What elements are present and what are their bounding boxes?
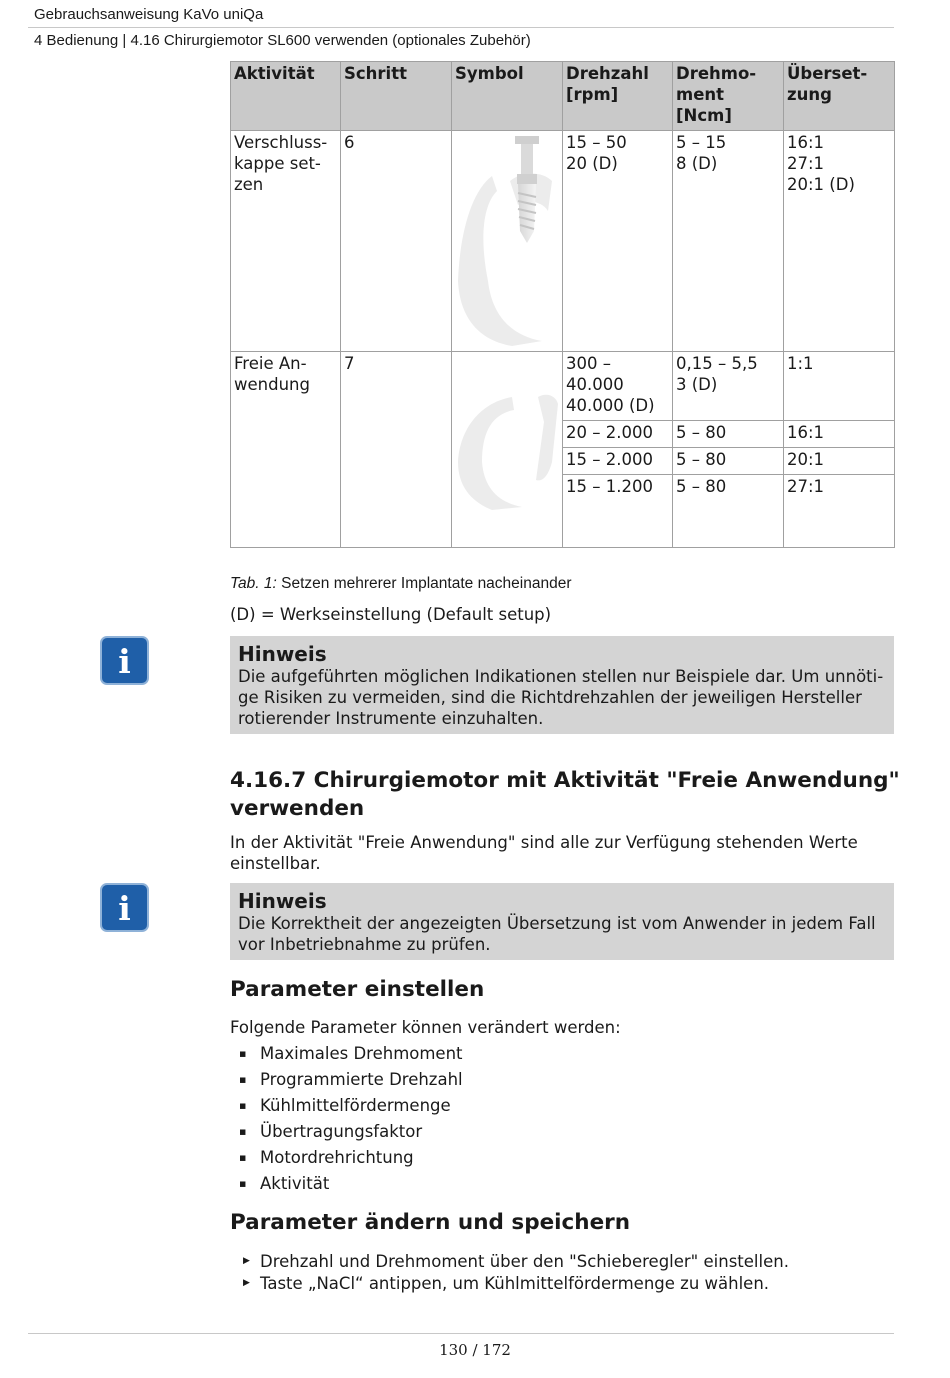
cell-speed: 300 – 40.000 40.000 (D) bbox=[563, 352, 673, 421]
info-icon: i bbox=[100, 636, 149, 685]
free-application-jaw-icon bbox=[452, 352, 563, 548]
caption-label: Tab. 1: bbox=[230, 575, 277, 592]
default-setup-note: (D) = Werkseinstellung (Default setup) bbox=[230, 605, 552, 624]
note-title: Hinweis bbox=[238, 642, 327, 666]
cell-step: 6 bbox=[341, 131, 452, 352]
steps-list bbox=[230, 1251, 789, 1295]
cell-ratio: 16:1 27:1 20:1 (D) bbox=[784, 131, 895, 352]
cell-torque: 5 – 80 bbox=[673, 421, 784, 448]
list-item: ▪ Aktivität bbox=[230, 1173, 463, 1199]
cell-torque: 5 – 80 bbox=[673, 475, 784, 548]
cell-activity: Verschluss- kappe set- zen bbox=[231, 131, 341, 352]
params-heading: Parameter einstellen bbox=[230, 977, 485, 1002]
table-caption bbox=[230, 575, 572, 593]
page-number: 130 / 172 bbox=[439, 1341, 511, 1359]
cell-speed: 15 – 50 20 (D) bbox=[563, 131, 673, 352]
settings-table bbox=[230, 61, 895, 548]
cell-ratio: 1:1 bbox=[784, 352, 895, 421]
breadcrumb: 4 Bedienung | 4.16 Chirurgiemotor SL600 verwenden (optionales Zubehör) bbox=[34, 32, 531, 49]
table-row bbox=[231, 131, 895, 352]
note-text: Die Korrektheit der angezeigten Übersetzung ist vom Anwender in jedem Fall vor Inbetriebnahme zu prüfen. bbox=[238, 914, 876, 954]
list-item: ▪ Programmierte Drehzahl bbox=[230, 1069, 463, 1095]
header-activity: Aktivität bbox=[231, 62, 341, 131]
cell-speed: 20 – 2.000 bbox=[563, 421, 673, 448]
cell-ratio: 16:1 bbox=[784, 421, 895, 448]
header-divider bbox=[28, 27, 894, 28]
cell-activity: Freie An- wendung bbox=[231, 352, 341, 548]
list-item: ▪ Motordrehrichtung bbox=[230, 1147, 463, 1173]
closure-cap-implant-icon bbox=[452, 131, 563, 352]
step-item: ▶ Drehzahl und Drehmoment über den "Schieberegler" einstellen. bbox=[230, 1251, 789, 1273]
header-speed: Drehzahl [rpm] bbox=[563, 62, 673, 131]
change-heading: Parameter ändern und speichern bbox=[230, 1210, 631, 1235]
params-intro: Folgende Parameter können verändert werden: bbox=[230, 1018, 621, 1037]
cell-torque: 0,15 – 5,5 3 (D) bbox=[673, 352, 784, 421]
list-item: ▪ Übertragungsfaktor bbox=[230, 1121, 463, 1147]
footer-divider bbox=[28, 1333, 894, 1334]
caption-text: Setzen mehrerer Implantate nacheinander bbox=[276, 575, 572, 592]
list-item: ▪ Kühlmittelfördermenge bbox=[230, 1095, 463, 1121]
cell-step: 7 bbox=[341, 352, 452, 548]
section-heading: 4.16.7 Chirurgiemotor mit Aktivität "Freie Anwendung" verwenden bbox=[230, 768, 900, 821]
note-text: Die aufgeführten möglichen Indikationen stellen nur Beispiele dar. Um unnöti- ge Risiken zu vermeiden, sind die Richtdrehzahlen der jeweiligen Hersteller rotierender Instrumente einzuhalten. bbox=[238, 667, 884, 728]
doc-title: Gebrauchsanweisung KaVo uniQa bbox=[34, 6, 264, 23]
header-ratio: Überset- zung bbox=[784, 62, 895, 131]
note-box bbox=[230, 636, 894, 734]
header-step: Schritt bbox=[341, 62, 452, 131]
step-item: ▶ Taste „NaCl“ antippen, um Kühlmittelfördermenge zu wählen. bbox=[230, 1273, 789, 1295]
cell-speed: 15 – 2.000 bbox=[563, 448, 673, 475]
cell-speed: 15 – 1.200 bbox=[563, 475, 673, 548]
cell-torque: 5 – 80 bbox=[673, 448, 784, 475]
params-list bbox=[230, 1043, 463, 1199]
header-symbol: Symbol bbox=[452, 62, 563, 131]
note-box bbox=[230, 883, 894, 960]
section-intro: In der Aktivität "Freie Anwendung" sind alle zur Verfügung stehenden Werte einstellbar. bbox=[230, 833, 858, 873]
note-title: Hinweis bbox=[238, 889, 327, 913]
table-header-row bbox=[231, 62, 895, 131]
cell-ratio: 20:1 bbox=[784, 448, 895, 475]
header-torque: Drehmo- ment [Ncm] bbox=[673, 62, 784, 131]
info-icon: i bbox=[100, 883, 149, 932]
cell-torque: 5 – 15 8 (D) bbox=[673, 131, 784, 352]
cell-ratio: 27:1 bbox=[784, 475, 895, 548]
list-item: ▪ Maximales Drehmoment bbox=[230, 1043, 463, 1069]
table-row bbox=[231, 352, 895, 421]
